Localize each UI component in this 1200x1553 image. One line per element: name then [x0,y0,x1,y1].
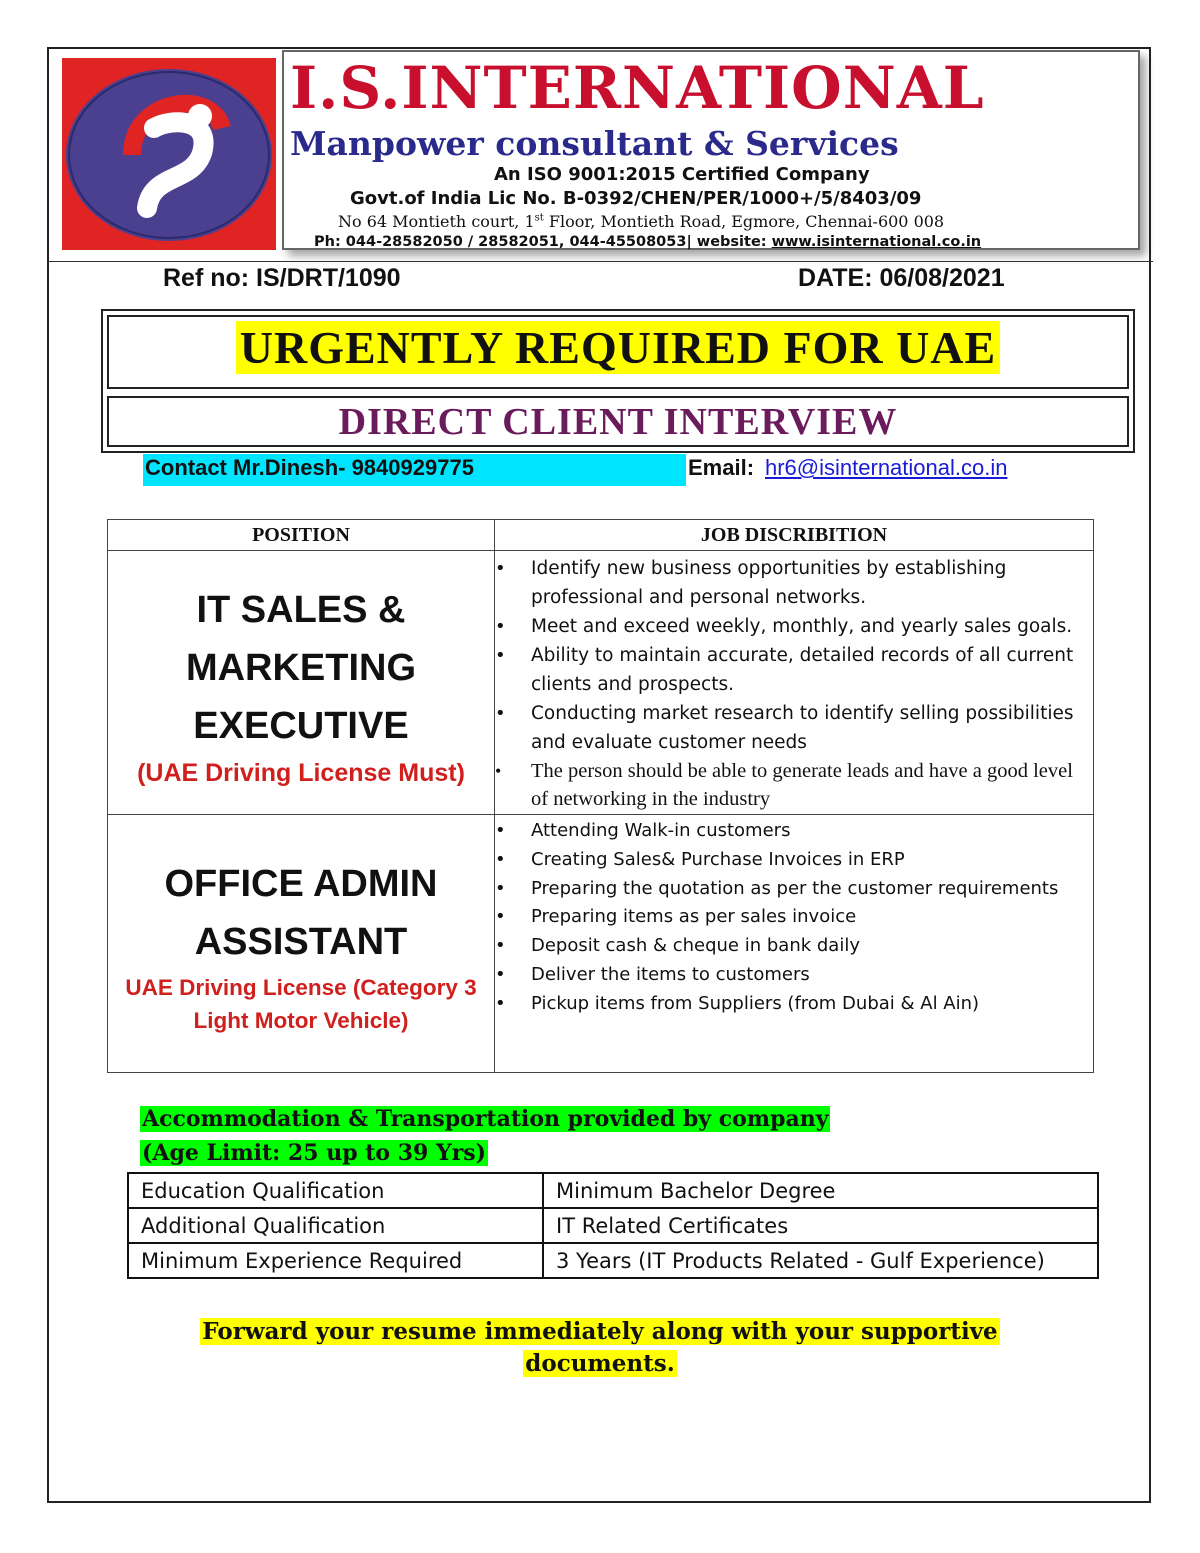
bullet-icon: • [495,963,506,985]
contact-person: Contact Mr.Dinesh- 9840929775 [145,455,474,480]
list-item: • Conducting market research to identify selling possibilities and evaluate customer needs [495,699,1093,757]
position-title-line: EXECUTIVE [193,705,409,747]
call-to-action-line: documents. [525,1350,675,1377]
list-item: • Identify new business opportunities by establishing professional and personal networks. [495,554,1093,612]
license-number: Govt.of India Lic No. B-0392/CHEN/PER/1000+/5/8403/09 [350,188,922,209]
bullet-icon: • [495,935,506,957]
bullet-icon: • [495,645,506,666]
website-link[interactable]: www.isinternational.co.in [771,234,982,250]
interview-heading: DIRECT CLIENT INTERVIEW [338,401,898,443]
list-item: • Meet and exceed weekly, monthly, and yearly sales goals. [495,612,1093,641]
description-cell [495,551,1094,815]
qualification-value: Minimum Bachelor Degree [543,1173,1098,1208]
jobs-table [107,519,1094,1073]
bullet-icon: • [495,703,506,724]
position-title-line: OFFICE ADMIN [164,863,438,905]
document-date: DATE: 06/08/2021 [798,264,1005,292]
list-item: • Preparing the quotation as per the customer requirements [495,875,1093,904]
is-logo-icon [62,58,276,250]
company-phone: Ph: 044-28582050 / 28582051, 044-45508053| website: www.isinternational.co.in [314,234,982,250]
description-cell [495,815,1094,1073]
qualification-label: Additional Qualification [128,1208,543,1243]
position-requirement: UAE Driving License (Category 3 [125,975,477,1000]
position-cell [108,815,495,1073]
table-row [108,815,1094,1073]
list-item: • Ability to maintain accurate, detailed records of all current clients and prospects. [495,641,1093,699]
list-item: • Creating Sales& Purchase Invoices in ERP [495,846,1093,875]
bullet-icon: • [495,877,506,899]
list-item: • Pickup items from Suppliers (from Dubai & Al Ain) [495,990,1093,1019]
position-title-line: ASSISTANT [194,921,408,963]
bullet-icon: • [495,992,506,1014]
qualification-label: Minimum Experience Required [128,1243,543,1278]
column-header-description: JOB DISCRIBITION [495,520,1094,551]
company-address: No 64 Montieth court, 1st Floor, Montieth Road, Egmore, Chennai-600 008 [338,212,945,231]
list-item: • Preparing items as per sales invoice [495,903,1093,932]
header-divider [47,261,1153,262]
qualification-value: 3 Years (IT Products Related - Gulf Experience) [543,1243,1098,1278]
reference-number: Ref no: IS/DRT/1090 [163,264,401,292]
bullet-icon: • [495,820,506,841]
bullet-icon: • [495,848,506,870]
position-cell [108,551,495,815]
table-row [128,1208,1098,1243]
qualifications-table [127,1172,1099,1279]
table-row [128,1173,1098,1208]
letterhead [282,50,1140,250]
benefits-text: Accommodation & Transportation provided by company [142,1106,829,1132]
bullet-icon: • [495,761,502,781]
qualification-label: Education Qualification [128,1173,543,1208]
interview-banner [107,396,1129,447]
list-item: • Deliver the items to customers [495,961,1093,990]
company-name: I.S.INTERNATIONAL [290,54,985,122]
position-title-line: IT SALES & [196,589,406,631]
position-title-line: MARKETING [185,647,417,689]
position-requirement: (UAE Driving License Must) [137,759,465,787]
table-row [108,551,1094,815]
email-label: Email: [688,455,755,480]
urgent-banner [107,315,1129,389]
age-limit-text: (Age Limit: 25 up to 39 Yrs) [142,1140,487,1166]
bullet-icon: • [495,558,506,579]
table-header-row [108,520,1094,551]
iso-certification: An ISO 9001:2015 Certified Company [494,164,870,185]
company-tagline: Manpower consultant & Services [290,124,899,163]
urgent-heading: URGENTLY REQUIRED FOR UAE [236,321,1000,374]
list-item: • Attending Walk-in customers [495,817,1093,846]
position-requirement: Light Motor Vehicle) [193,1008,409,1033]
bullet-icon: • [495,616,506,637]
list-item: • The person should be able to generate leads and have a good level of networking in the industry [495,757,1093,813]
email-link[interactable]: hr6@isinternational.co.in [765,455,1008,480]
table-row [128,1243,1098,1278]
list-item: • Deposit cash & cheque in bank daily [495,932,1093,961]
qualification-value: IT Related Certificates [543,1208,1098,1243]
bullet-icon: • [495,906,506,928]
call-to-action [0,1316,1200,1380]
call-to-action-line: Forward your resume immediately along with your supportive [202,1318,998,1345]
column-header-position: POSITION [108,520,495,551]
